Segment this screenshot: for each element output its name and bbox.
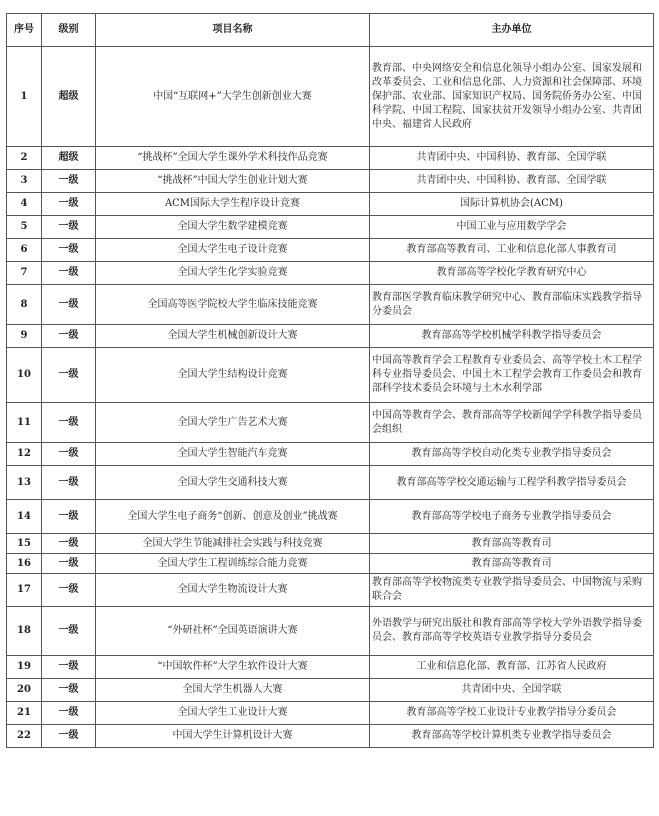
row-project-name: 全国大学生交通科技大赛	[96, 466, 370, 500]
row-organizer: 国际计算机协会(ACM)	[370, 193, 654, 216]
row-number: 10	[7, 348, 42, 403]
row-level: 一级	[42, 607, 96, 656]
row-level: 一级	[42, 193, 96, 216]
row-organizer: 共青团中央、中国科协、教育部、全国学联	[370, 147, 654, 170]
row-number: 12	[7, 443, 42, 466]
table-row	[7, 725, 654, 748]
row-level: 一级	[42, 216, 96, 239]
table-row	[7, 348, 654, 403]
row-organizer: 教育部高等学校化学教育研究中心	[370, 262, 654, 285]
table-row	[7, 403, 654, 443]
row-level: 一级	[42, 325, 96, 348]
row-number: 7	[7, 262, 42, 285]
row-organizer: 教育部高等学校计算机类专业教学指导委员会	[370, 725, 654, 748]
table-row	[7, 702, 654, 725]
row-organizer: 教育部高等学校物流类专业教学指导委员会、中国物流与采购联合会	[370, 574, 654, 607]
row-project-name: 全国大学生工程训练综合能力竞赛	[96, 554, 370, 574]
row-level: 一级	[42, 403, 96, 443]
table-row	[7, 500, 654, 534]
table-row	[7, 262, 654, 285]
row-project-name: 中国大学生计算机设计大赛	[96, 725, 370, 748]
row-number: 3	[7, 170, 42, 193]
table-header	[7, 14, 654, 47]
table-row	[7, 325, 654, 348]
row-project-name: 全国大学生化学实验竞赛	[96, 262, 370, 285]
table-body	[7, 47, 654, 748]
row-project-name: 全国大学生机械创新设计大赛	[96, 325, 370, 348]
row-project-name: ACM国际大学生程序设计竞赛	[96, 193, 370, 216]
row-number: 14	[7, 500, 42, 534]
row-level: 一级	[42, 285, 96, 325]
competition-table	[6, 13, 654, 748]
row-organizer: 中国工业与应用数学学会	[370, 216, 654, 239]
row-level: 一级	[42, 702, 96, 725]
row-level: 一级	[42, 534, 96, 554]
header-project-name: 项目名称	[96, 14, 370, 47]
row-number: 20	[7, 679, 42, 702]
row-project-name: 全国大学生数学建模竞赛	[96, 216, 370, 239]
table-row	[7, 193, 654, 216]
row-level: 超级	[42, 47, 96, 147]
row-number: 16	[7, 554, 42, 574]
table-row	[7, 443, 654, 466]
table-row	[7, 656, 654, 679]
header-row	[7, 14, 654, 47]
row-level: 一级	[42, 554, 96, 574]
table-row	[7, 607, 654, 656]
row-number: 4	[7, 193, 42, 216]
table-row	[7, 216, 654, 239]
row-level: 一级	[42, 656, 96, 679]
row-organizer: 中国高等教育学会工程教育专业委员会、高等学校土木工程学科专业指导委员会、中国土木工程学会教育工作委员会和教育部科学技术委员会环境与土木水利学部	[370, 348, 654, 403]
row-number: 13	[7, 466, 42, 500]
row-organizer: 共青团中央、中国科协、教育部、全国学联	[370, 170, 654, 193]
row-number: 9	[7, 325, 42, 348]
row-number: 6	[7, 239, 42, 262]
row-organizer: 教育部高等学校交通运输与工程学科教学指导委员会	[370, 466, 654, 500]
row-project-name: “中国软件杯”大学生软件设计大赛	[96, 656, 370, 679]
row-level: 一级	[42, 170, 96, 193]
table-row	[7, 466, 654, 500]
row-level: 一级	[42, 239, 96, 262]
row-number: 8	[7, 285, 42, 325]
row-level: 一级	[42, 443, 96, 466]
row-organizer: 外语教学与研究出版社和教育部高等学校大学外语教学指导委员会、教育部高等学校英语专业教学指导分委员会	[370, 607, 654, 656]
row-number: 21	[7, 702, 42, 725]
row-project-name: 全国大学生智能汽车竞赛	[96, 443, 370, 466]
row-project-name: 中国“互联网+”大学生创新创业大赛	[96, 47, 370, 147]
table-row	[7, 534, 654, 554]
row-level: 一级	[42, 348, 96, 403]
row-number: 18	[7, 607, 42, 656]
row-project-name: 全国大学生电子设计竞赛	[96, 239, 370, 262]
row-number: 17	[7, 574, 42, 607]
table-row	[7, 285, 654, 325]
row-level: 一级	[42, 679, 96, 702]
row-number: 5	[7, 216, 42, 239]
row-project-name: 全国大学生机器人大赛	[96, 679, 370, 702]
table-row	[7, 554, 654, 574]
row-organizer: 教育部高等学校工业设计专业教学指导分委员会	[370, 702, 654, 725]
row-level: 一级	[42, 574, 96, 607]
row-number: 15	[7, 534, 42, 554]
row-project-name: “挑战杯”全国大学生课外学术科技作品竞赛	[96, 147, 370, 170]
row-number: 11	[7, 403, 42, 443]
table-row	[7, 239, 654, 262]
row-project-name: 全国大学生工业设计大赛	[96, 702, 370, 725]
row-level: 一级	[42, 262, 96, 285]
header-level: 级别	[42, 14, 96, 47]
row-organizer: 教育部医学教育临床教学研究中心、教育部临床实践教学指导分委员会	[370, 285, 654, 325]
row-project-name: 全国大学生物流设计大赛	[96, 574, 370, 607]
table-row	[7, 147, 654, 170]
row-organizer: 教育部、中央网络安全和信息化领导小组办公室、国家发展和改革委员会、工业和信息化部、人力资源和社会保障部、环境保护部、农业部、国家知识产权局、国务院侨务办公室、中国科学院、中国工程院、国家扶贫开发领导小组办公室、共青团中央、福建省人民政府	[370, 47, 654, 147]
row-organizer: 中国高等教育学会、教育部高等学校新闻学学科教学指导委员会组织	[370, 403, 654, 443]
row-organizer: 工业和信息化部、教育部、江苏省人民政府	[370, 656, 654, 679]
row-organizer: 教育部高等学校电子商务专业教学指导委员会	[370, 500, 654, 534]
header-no: 序号	[7, 14, 42, 47]
row-organizer: 教育部高等教育司	[370, 534, 654, 554]
row-number: 1	[7, 47, 42, 147]
row-organizer: 教育部高等教育司	[370, 554, 654, 574]
row-project-name: “挑战杯”中国大学生创业计划大赛	[96, 170, 370, 193]
row-number: 2	[7, 147, 42, 170]
row-organizer: 教育部高等教育司、工业和信息化部人事教育司	[370, 239, 654, 262]
row-project-name: 全国大学生电子商务“创新、创意及创业”挑战赛	[96, 500, 370, 534]
competition-table-container	[6, 13, 653, 748]
row-project-name: 全国高等医学院校大学生临床技能竞赛	[96, 285, 370, 325]
row-level: 超级	[42, 147, 96, 170]
row-project-name: 全国大学生节能减排社会实践与科技竞赛	[96, 534, 370, 554]
table-row	[7, 574, 654, 607]
row-project-name: 全国大学生结构设计竞赛	[96, 348, 370, 403]
row-number: 22	[7, 725, 42, 748]
row-organizer: 教育部高等学校机械学科教学指导委员会	[370, 325, 654, 348]
row-level: 一级	[42, 466, 96, 500]
table-row	[7, 170, 654, 193]
row-level: 一级	[42, 725, 96, 748]
row-organizer: 教育部高等学校自动化类专业教学指导委员会	[370, 443, 654, 466]
header-organizer: 主办单位	[370, 14, 654, 47]
row-level: 一级	[42, 500, 96, 534]
row-project-name: “外研社杯”全国英语演讲大赛	[96, 607, 370, 656]
row-project-name: 全国大学生广告艺术大赛	[96, 403, 370, 443]
table-row	[7, 679, 654, 702]
table-row	[7, 47, 654, 147]
row-number: 19	[7, 656, 42, 679]
row-organizer: 共青团中央、全国学联	[370, 679, 654, 702]
